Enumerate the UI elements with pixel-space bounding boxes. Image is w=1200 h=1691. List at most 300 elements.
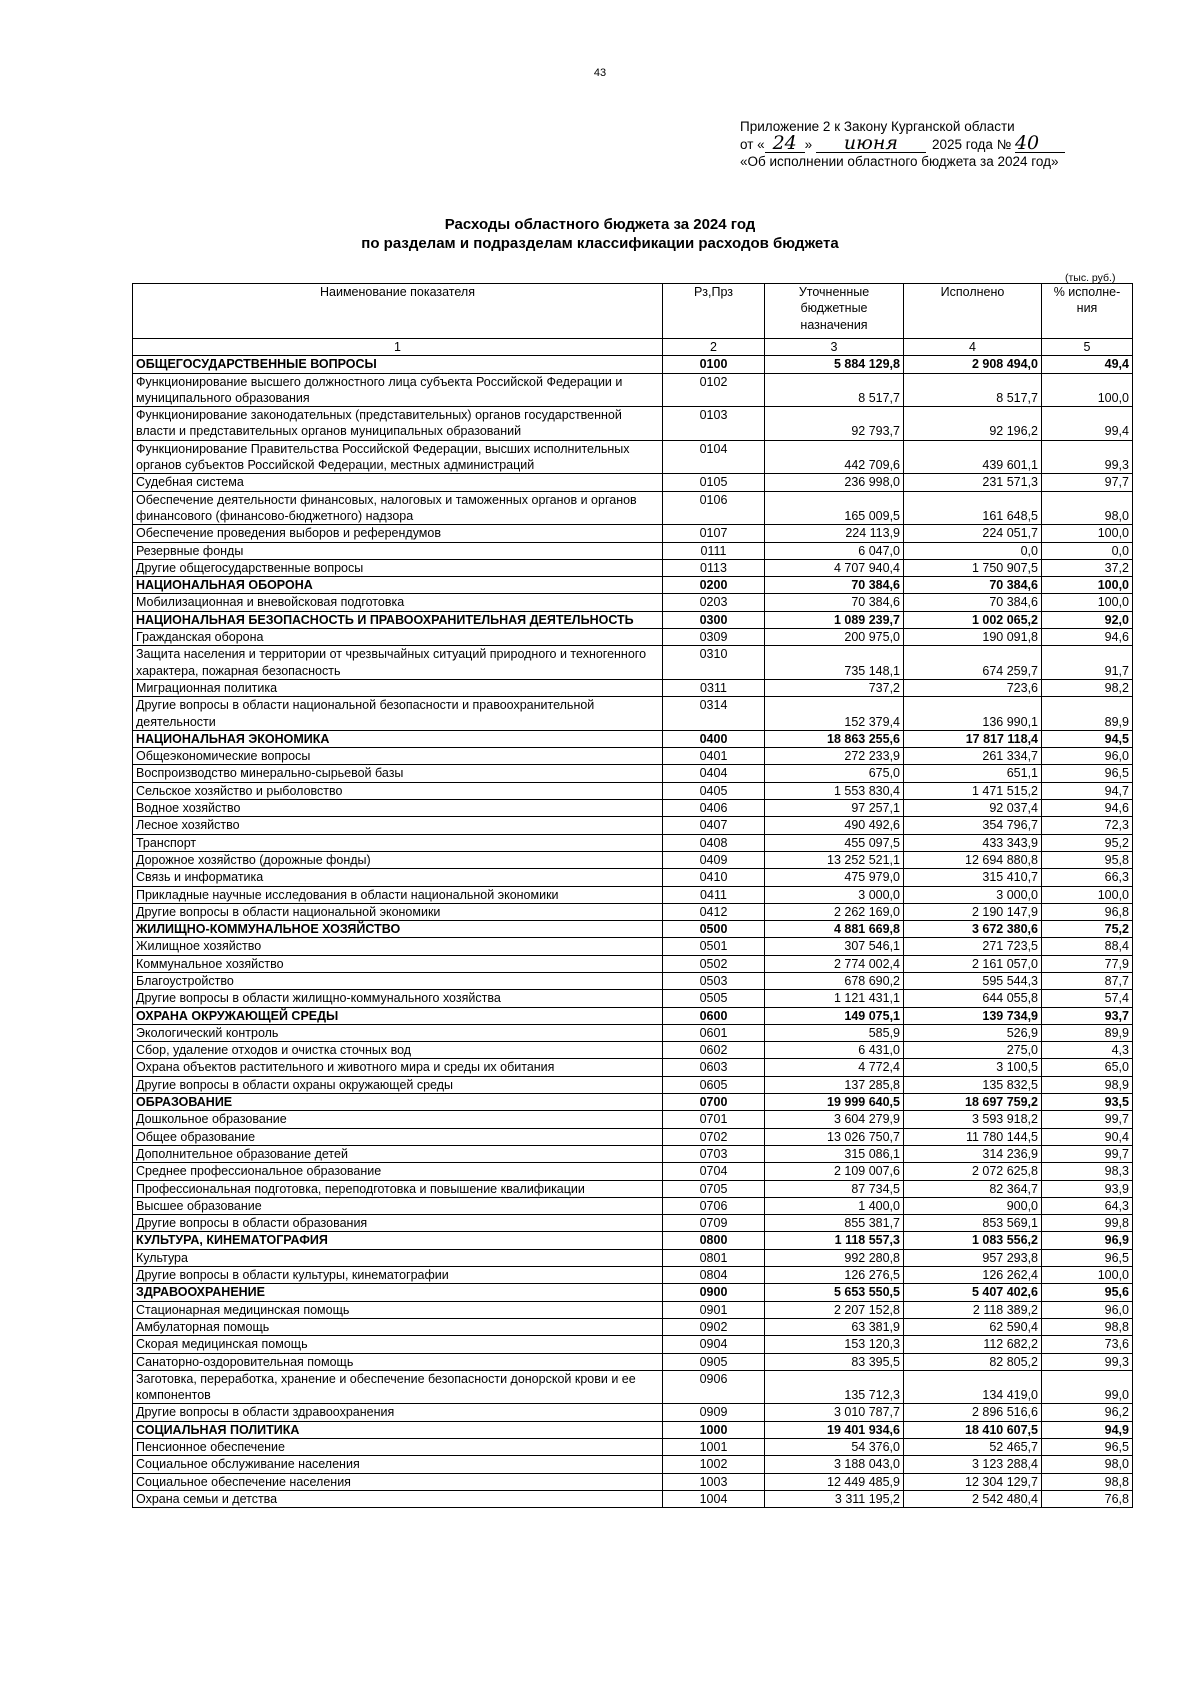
row-done: 5 407 402,6 xyxy=(904,1284,1042,1301)
row-name: Мобилизационная и вневойсковая подготовка xyxy=(133,594,663,611)
appendix-block xyxy=(740,118,1065,170)
table-row xyxy=(133,782,1133,799)
section-row xyxy=(133,1094,1133,1111)
row-plan: 5 884 129,8 xyxy=(765,356,904,373)
table-row xyxy=(133,938,1133,955)
row-done: 136 990,1 xyxy=(904,697,1042,731)
row-name: Обеспечение проведения выборов и референдумов xyxy=(133,525,663,542)
row-code: 0905 xyxy=(663,1353,765,1370)
row-percent: 88,4 xyxy=(1042,938,1133,955)
row-name: Профессиональная подготовка, переподготовка и повышение квалификации xyxy=(133,1180,663,1197)
row-name: Сбор, удаление отходов и очистка сточных вод xyxy=(133,1042,663,1059)
row-done: 3 000,0 xyxy=(904,886,1042,903)
row-done: 161 648,5 xyxy=(904,491,1042,525)
row-done: 2 896 516,6 xyxy=(904,1404,1042,1421)
row-code: 0400 xyxy=(663,730,765,747)
title-line2: по разделам и подразделам классификации расходов бюджета xyxy=(361,235,839,252)
row-code: 0602 xyxy=(663,1042,765,1059)
row-code: 0709 xyxy=(663,1215,765,1232)
row-code: 0309 xyxy=(663,629,765,646)
row-done: 957 293,8 xyxy=(904,1249,1042,1266)
row-done: 92 037,4 xyxy=(904,800,1042,817)
row-percent: 99,3 xyxy=(1042,1353,1133,1370)
row-code: 0100 xyxy=(663,356,765,373)
row-plan: 224 113,9 xyxy=(765,525,904,542)
unit-note: (тыс. руб.) xyxy=(1065,272,1116,284)
row-plan: 13 252 521,1 xyxy=(765,851,904,868)
row-plan: 735 148,1 xyxy=(765,646,904,680)
row-name: Жилищное хозяйство xyxy=(133,938,663,955)
row-name: Миграционная политика xyxy=(133,679,663,696)
row-done: 439 601,1 xyxy=(904,440,1042,474)
row-done: 595 544,3 xyxy=(904,972,1042,989)
row-plan: 70 384,6 xyxy=(765,577,904,594)
row-percent: 0,0 xyxy=(1042,542,1133,559)
table-row xyxy=(133,748,1133,765)
row-name: Санаторно-оздоровительная помощь xyxy=(133,1353,663,1370)
row-done: 2 908 494,0 xyxy=(904,356,1042,373)
row-plan: 3 604 279,9 xyxy=(765,1111,904,1128)
row-code: 0906 xyxy=(663,1370,765,1404)
table-row xyxy=(133,1128,1133,1145)
section-row xyxy=(133,1421,1133,1438)
column-number: 3 xyxy=(765,339,904,356)
row-code: 0503 xyxy=(663,972,765,989)
row-plan: 2 207 152,8 xyxy=(765,1301,904,1318)
row-done: 3 123 288,4 xyxy=(904,1456,1042,1473)
row-name: НАЦИОНАЛЬНАЯ ОБОРОНА xyxy=(133,577,663,594)
row-done: 70 384,6 xyxy=(904,594,1042,611)
row-percent: 98,9 xyxy=(1042,1076,1133,1093)
row-code: 1001 xyxy=(663,1439,765,1456)
row-done: 8 517,7 xyxy=(904,373,1042,407)
row-code: 0111 xyxy=(663,542,765,559)
row-percent: 95,8 xyxy=(1042,851,1133,868)
row-code: 0701 xyxy=(663,1111,765,1128)
table-row xyxy=(133,886,1133,903)
row-done: 135 832,5 xyxy=(904,1076,1042,1093)
table-row xyxy=(133,817,1133,834)
table-row xyxy=(133,1249,1133,1266)
table-row xyxy=(133,1301,1133,1318)
row-code: 0904 xyxy=(663,1336,765,1353)
row-plan: 87 734,5 xyxy=(765,1180,904,1197)
row-name: Экологический контроль xyxy=(133,1024,663,1041)
table-row xyxy=(133,679,1133,696)
row-code: 0900 xyxy=(663,1284,765,1301)
row-code: 0300 xyxy=(663,611,765,628)
table-row xyxy=(133,697,1133,731)
row-plan: 490 492,6 xyxy=(765,817,904,834)
row-plan: 2 774 002,4 xyxy=(765,955,904,972)
row-done: 12 694 880,8 xyxy=(904,851,1042,868)
row-done: 1 083 556,2 xyxy=(904,1232,1042,1249)
row-percent: 96,5 xyxy=(1042,765,1133,782)
row-plan: 307 546,1 xyxy=(765,938,904,955)
expenditure-table xyxy=(132,283,1133,1508)
row-plan: 6 047,0 xyxy=(765,542,904,559)
row-percent: 66,3 xyxy=(1042,869,1133,886)
row-code: 1004 xyxy=(663,1490,765,1507)
row-plan: 475 979,0 xyxy=(765,869,904,886)
section-row xyxy=(133,921,1133,938)
row-name: Стационарная медицинская помощь xyxy=(133,1301,663,1318)
row-name: Лесное хозяйство xyxy=(133,817,663,834)
row-percent: 93,9 xyxy=(1042,1180,1133,1197)
row-code: 0106 xyxy=(663,491,765,525)
row-plan: 3 010 787,7 xyxy=(765,1404,904,1421)
row-percent: 76,8 xyxy=(1042,1490,1133,1507)
row-plan: 272 233,9 xyxy=(765,748,904,765)
row-plan: 315 086,1 xyxy=(765,1145,904,1162)
table-row xyxy=(133,1353,1133,1370)
row-plan: 855 381,7 xyxy=(765,1215,904,1232)
row-percent: 89,9 xyxy=(1042,1024,1133,1041)
row-code: 0407 xyxy=(663,817,765,834)
appendix-line3: «Об исполнении областного бюджета за 2024 год» xyxy=(740,154,1059,169)
row-plan: 678 690,2 xyxy=(765,972,904,989)
row-name: НАЦИОНАЛЬНАЯ ЭКОНОМИКА xyxy=(133,730,663,747)
row-name: Обеспечение деятельности финансовых, налоговых и таможенных органов и органов финансового (финансово-бюджетного) надзора xyxy=(133,491,663,525)
row-done: 139 734,9 xyxy=(904,1007,1042,1024)
table-row xyxy=(133,955,1133,972)
row-plan: 153 120,3 xyxy=(765,1336,904,1353)
row-plan: 19 401 934,6 xyxy=(765,1421,904,1438)
row-plan: 737,2 xyxy=(765,679,904,696)
row-done: 2 542 480,4 xyxy=(904,1490,1042,1507)
row-done: 900,0 xyxy=(904,1197,1042,1214)
row-name: Социальное обслуживание населения xyxy=(133,1456,663,1473)
row-percent: 89,9 xyxy=(1042,697,1133,731)
row-code: 0102 xyxy=(663,373,765,407)
section-row xyxy=(133,577,1133,594)
table-row xyxy=(133,373,1133,407)
row-name: Связь и информатика xyxy=(133,869,663,886)
row-percent: 94,6 xyxy=(1042,629,1133,646)
row-percent: 96,2 xyxy=(1042,1404,1133,1421)
row-percent: 100,0 xyxy=(1042,525,1133,542)
row-name: ЖИЛИЩНО-КОММУНАЛЬНОЕ ХОЗЯЙСТВО xyxy=(133,921,663,938)
row-percent: 94,7 xyxy=(1042,782,1133,799)
row-percent: 100,0 xyxy=(1042,886,1133,903)
row-percent: 96,5 xyxy=(1042,1249,1133,1266)
row-done: 17 817 118,4 xyxy=(904,730,1042,747)
row-plan: 19 999 640,5 xyxy=(765,1094,904,1111)
row-percent: 95,2 xyxy=(1042,834,1133,851)
column-number: 5 xyxy=(1042,339,1133,356)
row-percent: 37,2 xyxy=(1042,559,1133,576)
row-percent: 49,4 xyxy=(1042,356,1133,373)
header-plan: Уточненные бюджетные назначения xyxy=(765,284,904,339)
section-row xyxy=(133,356,1133,373)
row-done: 2 118 389,2 xyxy=(904,1301,1042,1318)
row-name: Судебная система xyxy=(133,474,663,491)
row-name: ОБРАЗОВАНИЕ xyxy=(133,1094,663,1111)
row-plan: 70 384,6 xyxy=(765,594,904,611)
row-percent: 99,7 xyxy=(1042,1145,1133,1162)
row-code: 0601 xyxy=(663,1024,765,1041)
column-number: 1 xyxy=(133,339,663,356)
row-code: 0500 xyxy=(663,921,765,938)
row-plan: 455 097,5 xyxy=(765,834,904,851)
row-code: 0405 xyxy=(663,782,765,799)
row-percent: 96,9 xyxy=(1042,1232,1133,1249)
row-code: 0605 xyxy=(663,1076,765,1093)
row-done: 651,1 xyxy=(904,765,1042,782)
row-done: 82 805,2 xyxy=(904,1353,1042,1370)
appendix-line2 xyxy=(740,132,1065,154)
row-done: 526,9 xyxy=(904,1024,1042,1041)
row-name: Культура xyxy=(133,1249,663,1266)
row-name: Другие вопросы в области здравоохранения xyxy=(133,1404,663,1421)
row-name: НАЦИОНАЛЬНАЯ БЕЗОПАСНОСТЬ И ПРАВООХРАНИТЕЛЬНАЯ ДЕЯТЕЛЬНОСТЬ xyxy=(133,611,663,628)
row-name: Сельское хозяйство и рыболовство xyxy=(133,782,663,799)
row-name: Скорая медицинская помощь xyxy=(133,1336,663,1353)
table-row xyxy=(133,594,1133,611)
row-name: Дополнительное образование детей xyxy=(133,1145,663,1162)
row-percent: 98,2 xyxy=(1042,679,1133,696)
row-done: 18 697 759,2 xyxy=(904,1094,1042,1111)
row-name: Общее образование xyxy=(133,1128,663,1145)
row-plan: 63 381,9 xyxy=(765,1318,904,1335)
row-name: Транспорт xyxy=(133,834,663,851)
row-code: 0505 xyxy=(663,990,765,1007)
row-name: Амбулаторная помощь xyxy=(133,1318,663,1335)
row-name: Другие вопросы в области жилищно-коммунального хозяйства xyxy=(133,990,663,1007)
row-done: 3 100,5 xyxy=(904,1059,1042,1076)
row-name: Высшее образование xyxy=(133,1197,663,1214)
row-done: 1 002 065,2 xyxy=(904,611,1042,628)
table-row xyxy=(133,834,1133,851)
table-row xyxy=(133,1267,1133,1284)
table-row xyxy=(133,990,1133,1007)
row-percent: 99,8 xyxy=(1042,1215,1133,1232)
row-done: 271 723,5 xyxy=(904,938,1042,955)
row-code: 0409 xyxy=(663,851,765,868)
table-row xyxy=(133,1111,1133,1128)
appendix-from-prefix: от « xyxy=(740,137,765,152)
table-row xyxy=(133,407,1133,441)
table-row xyxy=(133,1318,1133,1335)
row-percent: 92,0 xyxy=(1042,611,1133,628)
row-done: 231 571,3 xyxy=(904,474,1042,491)
row-name: СОЦИАЛЬНАЯ ПОЛИТИКА xyxy=(133,1421,663,1438)
row-code: 0406 xyxy=(663,800,765,817)
row-name: Функционирование Правительства Российской Федерации, высших исполнительных органов субъектов Российской Федерации, местных администраций xyxy=(133,440,663,474)
row-plan: 4 881 669,8 xyxy=(765,921,904,938)
header-code: Рз,Прз xyxy=(663,284,765,339)
row-percent: 96,0 xyxy=(1042,748,1133,765)
row-done: 0,0 xyxy=(904,542,1042,559)
row-name: Социальное обеспечение населения xyxy=(133,1473,663,1490)
row-code: 0603 xyxy=(663,1059,765,1076)
row-done: 3 672 380,6 xyxy=(904,921,1042,938)
row-plan: 12 449 485,9 xyxy=(765,1473,904,1490)
title-line1: Расходы областного бюджета за 2024 год xyxy=(444,216,756,233)
row-percent: 98,3 xyxy=(1042,1163,1133,1180)
row-percent: 73,6 xyxy=(1042,1336,1133,1353)
row-code: 1002 xyxy=(663,1456,765,1473)
row-percent: 99,7 xyxy=(1042,1111,1133,1128)
row-done: 674 259,7 xyxy=(904,646,1042,680)
row-code: 0909 xyxy=(663,1404,765,1421)
row-percent: 100,0 xyxy=(1042,577,1133,594)
row-percent: 98,0 xyxy=(1042,1456,1133,1473)
row-plan: 2 262 169,0 xyxy=(765,903,904,920)
row-percent: 93,5 xyxy=(1042,1094,1133,1111)
table-row xyxy=(133,440,1133,474)
row-done: 62 590,4 xyxy=(904,1318,1042,1335)
section-row xyxy=(133,1007,1133,1024)
row-percent: 99,0 xyxy=(1042,1370,1133,1404)
row-done: 853 569,1 xyxy=(904,1215,1042,1232)
row-percent: 96,8 xyxy=(1042,903,1133,920)
row-percent: 99,4 xyxy=(1042,407,1133,441)
row-done: 433 343,9 xyxy=(904,834,1042,851)
row-done: 126 262,4 xyxy=(904,1267,1042,1284)
row-name: Благоустройство xyxy=(133,972,663,989)
row-percent: 98,8 xyxy=(1042,1318,1133,1335)
document-title xyxy=(0,215,1200,253)
row-done: 723,6 xyxy=(904,679,1042,696)
table-row xyxy=(133,1336,1133,1353)
table-row xyxy=(133,1197,1133,1214)
section-row xyxy=(133,611,1133,628)
row-code: 0702 xyxy=(663,1128,765,1145)
row-code: 0411 xyxy=(663,886,765,903)
row-done: 275,0 xyxy=(904,1042,1042,1059)
row-code: 0404 xyxy=(663,765,765,782)
row-percent: 91,7 xyxy=(1042,646,1133,680)
row-code: 0310 xyxy=(663,646,765,680)
row-name: Дошкольное образование xyxy=(133,1111,663,1128)
row-name: Другие вопросы в области образования xyxy=(133,1215,663,1232)
row-done: 1 471 515,2 xyxy=(904,782,1042,799)
row-name: Другие вопросы в области национальной экономики xyxy=(133,903,663,920)
row-plan: 137 285,8 xyxy=(765,1076,904,1093)
row-code: 0410 xyxy=(663,869,765,886)
row-done: 82 364,7 xyxy=(904,1180,1042,1197)
row-name: Резервные фонды xyxy=(133,542,663,559)
row-code: 0113 xyxy=(663,559,765,576)
appendix-line1: Приложение 2 к Закону Курганской области xyxy=(740,119,1015,134)
appendix-quote-close: » xyxy=(804,137,813,152)
table-row xyxy=(133,1439,1133,1456)
header-percent: % исполне-ния xyxy=(1042,284,1133,339)
row-code: 0501 xyxy=(663,938,765,955)
row-name: Другие вопросы в области охраны окружающей среды xyxy=(133,1076,663,1093)
row-percent: 94,9 xyxy=(1042,1421,1133,1438)
row-percent: 98,0 xyxy=(1042,491,1133,525)
row-done: 314 236,9 xyxy=(904,1145,1042,1162)
row-plan: 585,9 xyxy=(765,1024,904,1041)
row-plan: 54 376,0 xyxy=(765,1439,904,1456)
row-name: Заготовка, переработка, хранение и обеспечение безопасности донорской крови и ее компонентов xyxy=(133,1370,663,1404)
header-done: Исполнено xyxy=(904,284,1042,339)
row-percent: 75,2 xyxy=(1042,921,1133,938)
row-percent: 77,9 xyxy=(1042,955,1133,972)
row-name: Другие общегосударственные вопросы xyxy=(133,559,663,576)
row-name: Функционирование высшего должностного лица субъекта Российской Федерации и муниципального образования xyxy=(133,373,663,407)
row-code: 0801 xyxy=(663,1249,765,1266)
table-row xyxy=(133,972,1133,989)
row-plan: 3 188 043,0 xyxy=(765,1456,904,1473)
row-plan: 3 311 195,2 xyxy=(765,1490,904,1507)
table-row xyxy=(133,1076,1133,1093)
row-code: 0700 xyxy=(663,1094,765,1111)
row-name: Дорожное хозяйство (дорожные фонды) xyxy=(133,851,663,868)
row-code: 0314 xyxy=(663,697,765,731)
row-percent: 57,4 xyxy=(1042,990,1133,1007)
table-row xyxy=(133,1059,1133,1076)
table-row xyxy=(133,869,1133,886)
column-number: 2 xyxy=(663,339,765,356)
table-row xyxy=(133,1404,1133,1421)
row-percent: 4,3 xyxy=(1042,1042,1133,1059)
table-row xyxy=(133,765,1133,782)
row-plan: 1 553 830,4 xyxy=(765,782,904,799)
row-name: КУЛЬТУРА, КИНЕМАТОГРАФИЯ xyxy=(133,1232,663,1249)
table-row xyxy=(133,1042,1133,1059)
row-name: ОХРАНА ОКРУЖАЮЩЕЙ СРЕДЫ xyxy=(133,1007,663,1024)
table-row xyxy=(133,1024,1133,1041)
row-done: 224 051,7 xyxy=(904,525,1042,542)
row-code: 0502 xyxy=(663,955,765,972)
header-name: Наименование показателя xyxy=(133,284,663,339)
row-plan: 97 257,1 xyxy=(765,800,904,817)
row-percent: 90,4 xyxy=(1042,1128,1133,1145)
row-code: 0203 xyxy=(663,594,765,611)
row-code: 0600 xyxy=(663,1007,765,1024)
row-done: 11 780 144,5 xyxy=(904,1128,1042,1145)
row-percent: 96,0 xyxy=(1042,1301,1133,1318)
row-plan: 13 026 750,7 xyxy=(765,1128,904,1145)
row-name: ЗДРАВООХРАНЕНИЕ xyxy=(133,1284,663,1301)
appendix-year: 2025 года № xyxy=(931,137,1012,152)
row-plan: 1 121 431,1 xyxy=(765,990,904,1007)
row-plan: 149 075,1 xyxy=(765,1007,904,1024)
row-plan: 135 712,3 xyxy=(765,1370,904,1404)
row-done: 354 796,7 xyxy=(904,817,1042,834)
table-row xyxy=(133,491,1133,525)
row-plan: 1 089 239,7 xyxy=(765,611,904,628)
table-row xyxy=(133,629,1133,646)
row-plan: 1 118 557,3 xyxy=(765,1232,904,1249)
row-done: 92 196,2 xyxy=(904,407,1042,441)
row-plan: 6 431,0 xyxy=(765,1042,904,1059)
row-code: 0200 xyxy=(663,577,765,594)
row-percent: 64,3 xyxy=(1042,1197,1133,1214)
row-done: 3 593 918,2 xyxy=(904,1111,1042,1128)
row-plan: 200 975,0 xyxy=(765,629,904,646)
row-plan: 1 400,0 xyxy=(765,1197,904,1214)
table-row xyxy=(133,851,1133,868)
table-row xyxy=(133,1456,1133,1473)
row-name: Защита населения и территории от чрезвычайных ситуаций природного и техногенного характера, пожарная безопасность xyxy=(133,646,663,680)
row-done: 112 682,2 xyxy=(904,1336,1042,1353)
row-percent: 72,3 xyxy=(1042,817,1133,834)
row-percent: 94,6 xyxy=(1042,800,1133,817)
row-code: 0704 xyxy=(663,1163,765,1180)
row-done: 52 465,7 xyxy=(904,1439,1042,1456)
row-done: 134 419,0 xyxy=(904,1370,1042,1404)
section-row xyxy=(133,730,1133,747)
appendix-law-number: 40 xyxy=(1015,135,1065,153)
row-done: 2 161 057,0 xyxy=(904,955,1042,972)
row-plan: 152 379,4 xyxy=(765,697,904,731)
row-code: 0800 xyxy=(663,1232,765,1249)
table-row xyxy=(133,800,1133,817)
